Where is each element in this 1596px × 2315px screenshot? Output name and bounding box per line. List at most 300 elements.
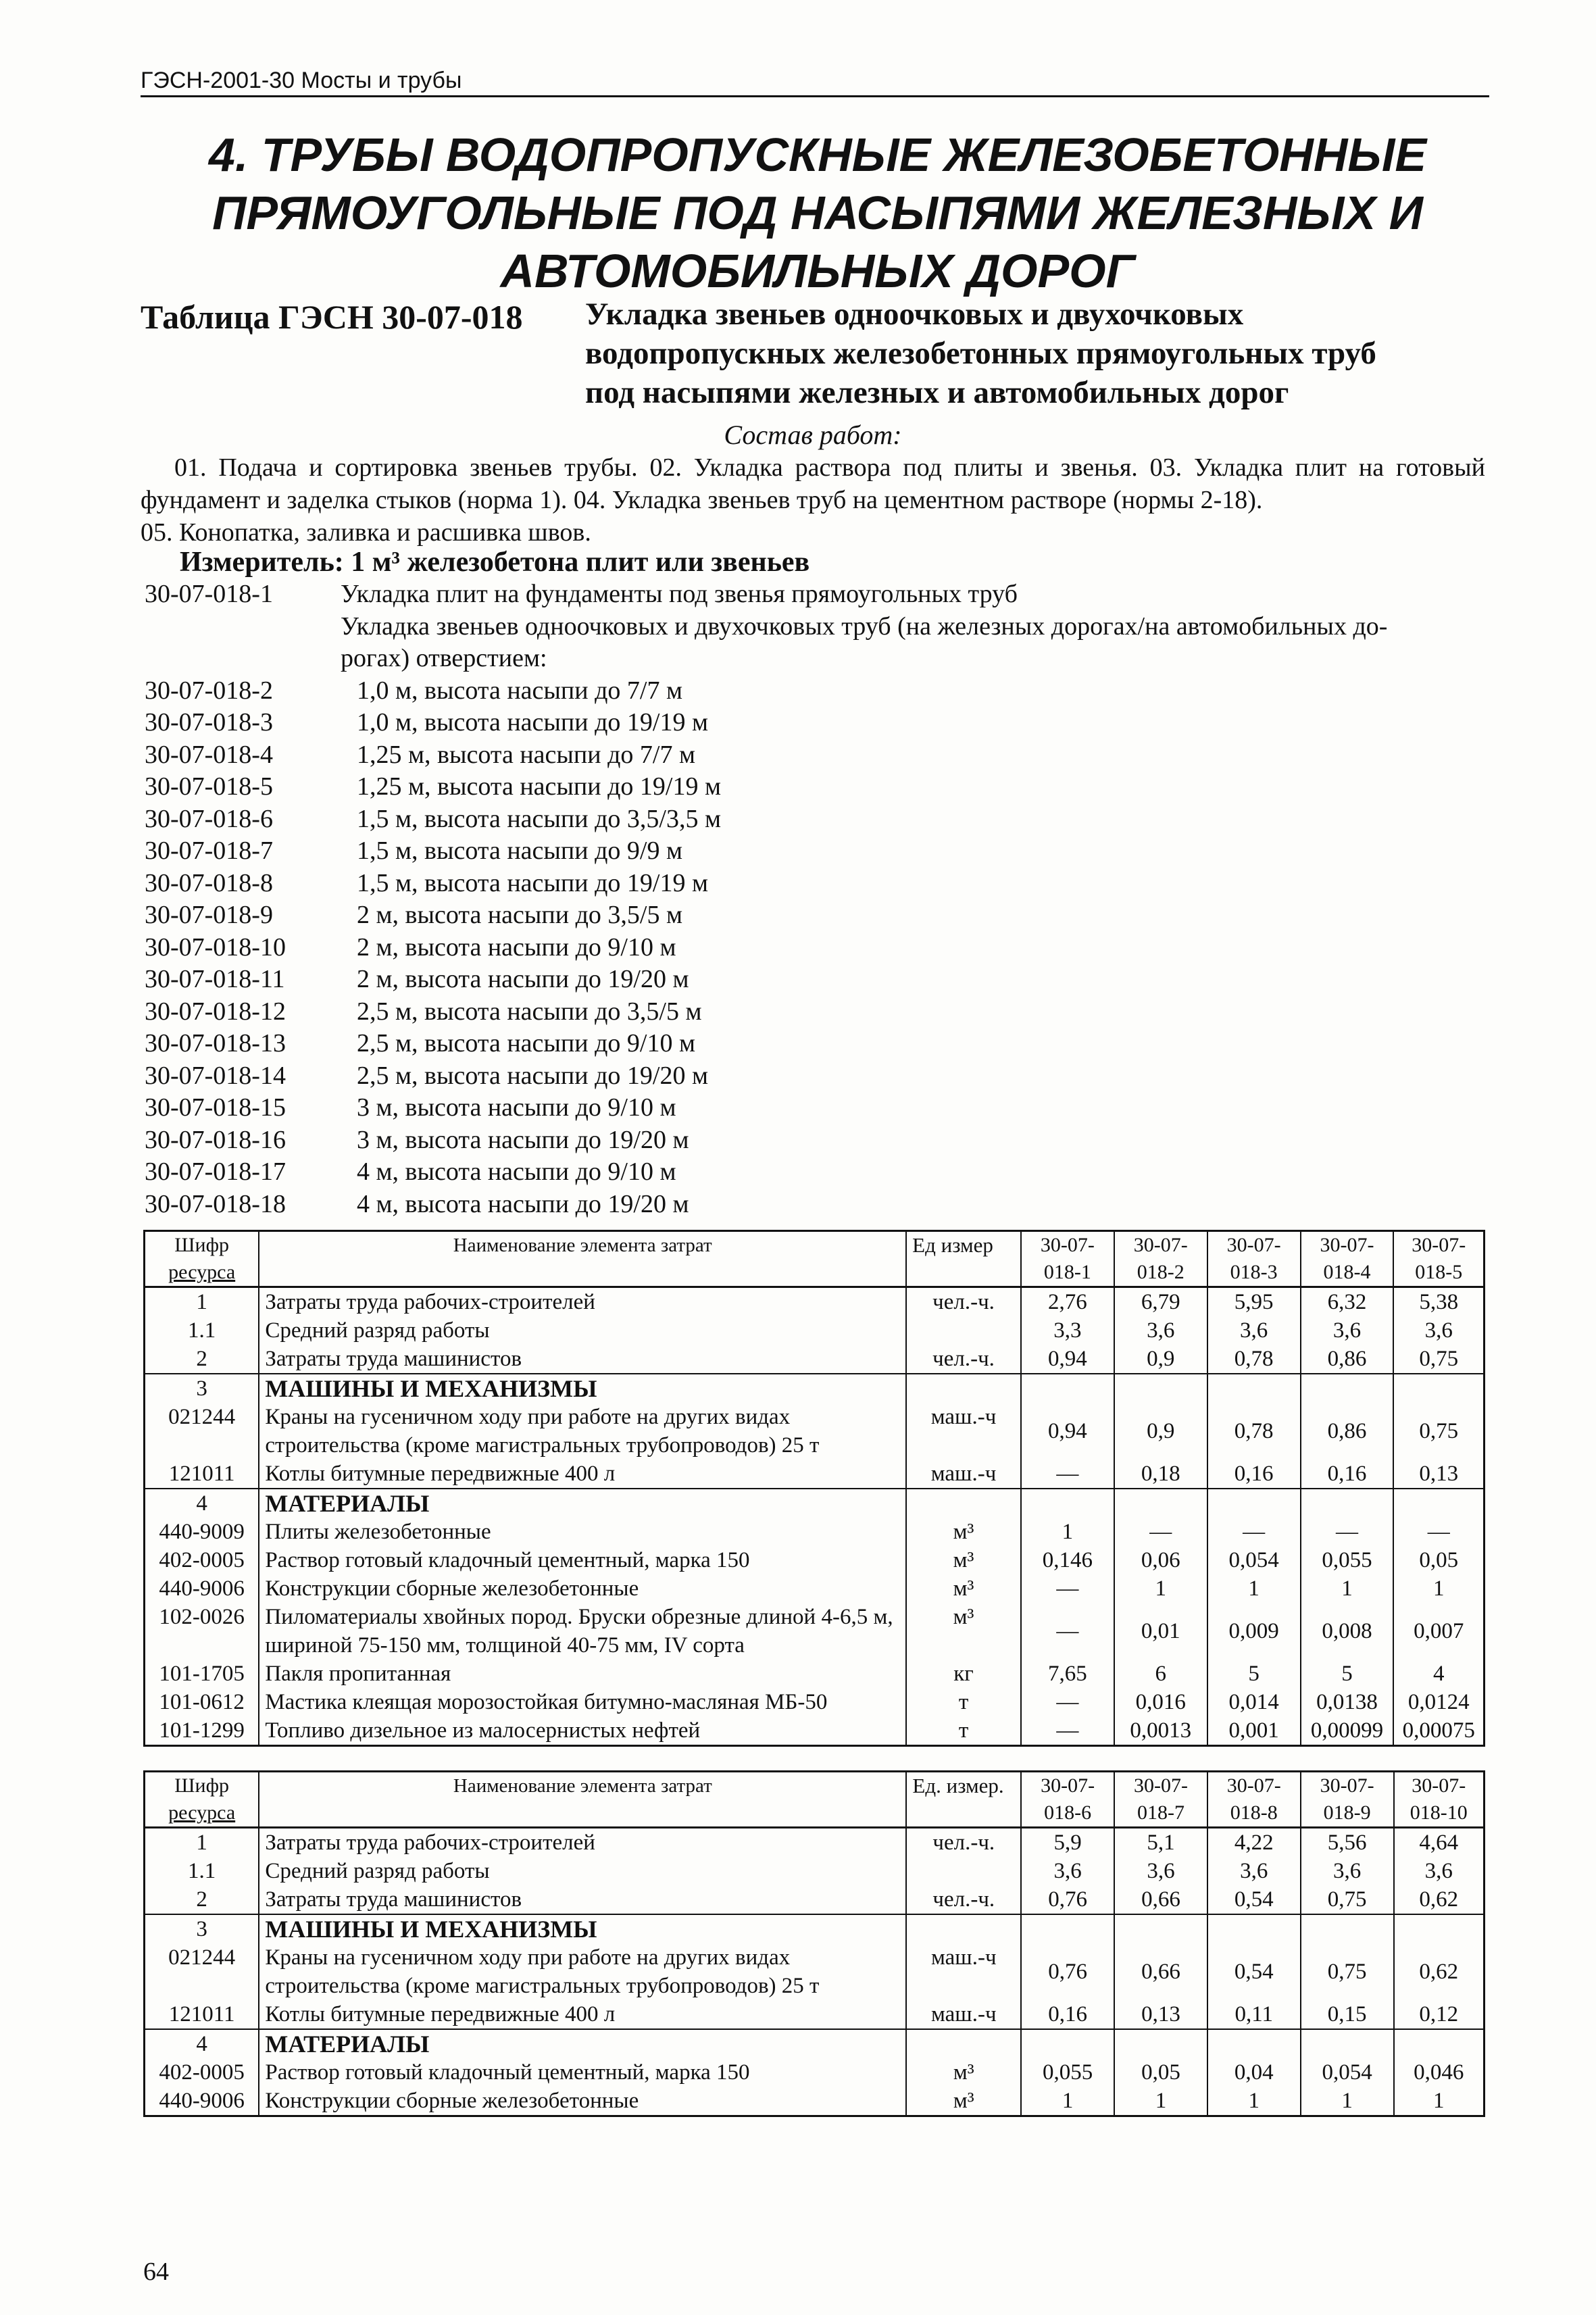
row-value: — — [1021, 1688, 1114, 1716]
row-name: Котлы битумные передвижные 400 л — [259, 2000, 906, 2029]
norms-list — [145, 578, 1489, 1220]
header-name: Наименование элемента затрат — [259, 1772, 906, 1828]
table-row — [145, 1660, 1485, 1688]
row-name: Краны на гусеничном ходу при работе на других видах строительства (кроме магистральных трубопроводов) 25 т — [259, 1403, 906, 1460]
row-code: 101-1299 — [145, 1716, 259, 1746]
row-value: 6,32 — [1301, 1287, 1394, 1317]
norm-code: 30-07-018-15 — [145, 1093, 286, 1122]
row-code: 1 — [145, 1287, 259, 1317]
row-value: 3,3 — [1021, 1316, 1114, 1345]
row-value: 0,16 — [1301, 1460, 1394, 1489]
table-title-line: водопропускных железобетонных прямоугольных труб — [585, 336, 1376, 371]
table-row — [145, 2000, 1485, 2029]
row-value: 0,146 — [1021, 1546, 1114, 1574]
row-value: 0,62 — [1394, 1943, 1485, 2000]
row-value: 0,78 — [1207, 1345, 1301, 1374]
row-code: 4 — [145, 2029, 259, 2058]
row-value: — — [1393, 1518, 1484, 1546]
header-norm-line: 018-2 — [1137, 1261, 1184, 1283]
page-number: 64 — [143, 2258, 169, 2286]
norm-desc: 1,0 м, высота насыпи до 7/7 м — [357, 676, 683, 705]
row-value — [1207, 1914, 1301, 1943]
row-value: 0,05 — [1114, 2058, 1207, 2087]
table-row — [145, 1914, 1485, 1943]
row-value: 0,9 — [1114, 1403, 1207, 1460]
table-row — [145, 1603, 1485, 1660]
row-code: 101-0612 — [145, 1688, 259, 1716]
norm-code: 30-07-018-10 — [145, 932, 286, 962]
row-code: 440-9009 — [145, 1518, 259, 1546]
row-name: Плиты железобетонные — [259, 1518, 906, 1546]
row-value: 3,6 — [1207, 1857, 1301, 1885]
row-name: Затраты труда машинистов — [259, 1885, 906, 1914]
norm-desc: 4 м, высота насыпи до 9/10 м — [357, 1158, 676, 1186]
norm-row — [145, 868, 1489, 900]
row-unit: т — [906, 1716, 1021, 1746]
row-value: 3,6 — [1021, 1857, 1114, 1885]
row-value: 2,76 — [1021, 1287, 1114, 1317]
norm-row — [145, 739, 1489, 772]
norm-code: 30-07-018-9 — [145, 901, 273, 929]
row-unit: м³ — [906, 1574, 1021, 1603]
composition-heading: Состав работ: — [724, 420, 902, 450]
work-steps-tail: 05. Конопатка, заливка и расшивка швов. — [141, 518, 591, 547]
row-value: 0,66 — [1114, 1885, 1207, 1914]
row-value: 5,56 — [1301, 1828, 1394, 1858]
row-value: 1 — [1394, 2087, 1485, 2116]
norm-desc: 1,25 м, высота насыпи до 19/19 м — [357, 772, 722, 801]
row-value: — — [1114, 1518, 1207, 1546]
row-unit: кг — [906, 1660, 1021, 1688]
row-unit: чел.-ч. — [906, 1885, 1021, 1914]
header-norm-line: 018-10 — [1410, 1801, 1468, 1824]
header-norm-col — [1394, 1772, 1485, 1828]
norm-desc: 2,5 м, высота насыпи до 19/20 м — [357, 1061, 709, 1090]
table-row — [145, 2058, 1485, 2087]
table-label: Таблица ГЭСН 30-07-018 — [141, 298, 523, 336]
row-value: 3,6 — [1207, 1316, 1301, 1345]
row-value — [1021, 2029, 1114, 2058]
table-row — [145, 1518, 1485, 1546]
row-value: 1 — [1301, 1574, 1394, 1603]
table-row — [145, 1716, 1485, 1746]
row-value: 7,65 — [1021, 1660, 1114, 1688]
table-row — [145, 2087, 1485, 2116]
row-value: — — [1207, 1518, 1301, 1546]
table-row — [145, 1546, 1485, 1574]
header-unit: Ед. измер. — [906, 1772, 1021, 1828]
row-code: 402-0005 — [145, 2058, 259, 2087]
row-value: 0,18 — [1114, 1460, 1207, 1489]
norm-row — [145, 1028, 1489, 1060]
row-value: — — [1021, 1460, 1114, 1489]
row-code: 440-9006 — [145, 2087, 259, 2116]
row-name: Пакля пропитанная — [259, 1660, 906, 1688]
row-value: 0,86 — [1301, 1345, 1394, 1374]
row-value: — — [1301, 1518, 1394, 1546]
header-code — [145, 1772, 259, 1828]
norm-desc: 2 м, высота насыпи до 9/10 м — [357, 932, 676, 962]
row-value: 0,0124 — [1393, 1688, 1484, 1716]
header-norm-line: 30-07- — [1320, 1234, 1374, 1256]
row-value: 0,046 — [1394, 2058, 1485, 2087]
row-value — [1207, 1374, 1301, 1403]
row-value: 1 — [1114, 2087, 1207, 2116]
row-unit: чел.-ч. — [906, 1287, 1021, 1317]
header-code-line: ресурса — [168, 1801, 236, 1824]
row-unit — [906, 2029, 1021, 2058]
row-code: 4 — [145, 1489, 259, 1518]
norm-code: 30-07-018-12 — [145, 997, 286, 1026]
norm-desc: 3 м, высота насыпи до 19/20 м — [357, 1125, 689, 1154]
meter: Измеритель: 1 м³ железобетона плит или звеньев — [180, 547, 810, 578]
row-value: 0,86 — [1301, 1403, 1394, 1460]
norm-row — [145, 1189, 1489, 1221]
row-value — [1394, 2029, 1485, 2058]
row-code: 021244 — [145, 1943, 259, 2000]
row-value: 0,014 — [1207, 1688, 1301, 1716]
row-value: 0,009 — [1207, 1603, 1301, 1660]
row-value: 0,54 — [1207, 1885, 1301, 1914]
header-code-line: Шифр — [174, 1774, 230, 1797]
row-value — [1114, 2029, 1207, 2058]
header-name: Наименование элемента затрат — [259, 1231, 906, 1287]
row-value: 6,79 — [1114, 1287, 1207, 1317]
norm-code: 30-07-018-6 — [145, 804, 273, 833]
row-value: 0,13 — [1114, 2000, 1207, 2029]
norm-code: 30-07-018-18 — [145, 1189, 286, 1218]
norm-code: 30-07-018-11 — [145, 965, 285, 993]
row-value — [1021, 1489, 1114, 1518]
row-code: 121011 — [145, 2000, 259, 2029]
row-name: Топливо дизельное из малосернистых нефтей — [259, 1716, 906, 1746]
row-value — [1301, 1374, 1394, 1403]
header-norm-line: 30-07- — [1041, 1774, 1095, 1797]
norm-code: 30-07-018-7 — [145, 837, 273, 865]
table-title-line: под насыпями железных и автомобильных дорог — [585, 375, 1289, 410]
row-value: 0,75 — [1393, 1403, 1484, 1460]
header-norm-line: 30-07- — [1412, 1774, 1466, 1797]
row-code: 101-1705 — [145, 1660, 259, 1688]
norm-row — [145, 578, 1489, 611]
row-value: — — [1021, 1716, 1114, 1746]
norm-row — [145, 996, 1489, 1028]
row-value — [1114, 1489, 1207, 1518]
header-norm-line: 018-5 — [1415, 1261, 1463, 1283]
row-value: 0,008 — [1301, 1603, 1394, 1660]
header-norm-line: 018-4 — [1323, 1261, 1371, 1283]
row-value: 0,054 — [1207, 1546, 1301, 1574]
norm-group-desc: Укладка звеньев одноочковых и двухочковых труб (на железных дорогах/на автомобильных до- — [341, 612, 1388, 641]
row-value: 1 — [1021, 1518, 1114, 1546]
row-value: 0,06 — [1114, 1546, 1207, 1574]
row-code: 2 — [145, 1885, 259, 1914]
row-value: 0,75 — [1301, 1885, 1394, 1914]
table-row — [145, 1857, 1485, 1885]
work-composition — [141, 451, 1485, 549]
row-value: — — [1021, 1574, 1114, 1603]
row-value: 0,12 — [1394, 2000, 1485, 2029]
row-value: 4,64 — [1394, 1828, 1485, 1858]
row-code: 3 — [145, 1374, 259, 1403]
row-name: МАТЕРИАЛЫ — [259, 2029, 906, 2058]
running-head: ГЭСН-2001-30 Мосты и трубы — [141, 68, 1489, 97]
row-value: 5,1 — [1114, 1828, 1207, 1858]
row-value — [1301, 1914, 1394, 1943]
row-name: МАШИНЫ И МЕХАНИЗМЫ — [259, 1374, 906, 1403]
work-steps: 01. Подача и сортировка звеньев трубы. 02. Укладка раствора под плиты и звенья. 03. Укладка плит на готовый фундамент и заделка стыков (норма 1). 04. Укладка звеньев труб на цементном растворе (нормы 2-18). — [141, 453, 1485, 514]
row-name: Затраты труда машинистов — [259, 1345, 906, 1374]
row-value: 0,94 — [1021, 1403, 1114, 1460]
row-unit: маш.-ч — [906, 2000, 1021, 2029]
norm-code: 30-07-018-13 — [145, 1029, 286, 1057]
row-unit — [906, 1857, 1021, 1885]
table-row — [145, 1287, 1485, 1317]
row-value: 1 — [1301, 2087, 1394, 2116]
row-unit: м³ — [906, 2087, 1021, 2116]
table-row — [145, 1460, 1485, 1489]
row-value: 1 — [1393, 1574, 1484, 1603]
row-name: Конструкции сборные железобетонные — [259, 1574, 906, 1603]
header-norm-col — [1207, 1231, 1301, 1287]
table-row — [145, 1403, 1485, 1460]
row-code: 440-9006 — [145, 1574, 259, 1603]
header-norm-line: 018-6 — [1044, 1801, 1092, 1824]
row-unit: м³ — [906, 1518, 1021, 1546]
header-norm-col — [1021, 1772, 1114, 1828]
row-code: 1.1 — [145, 1316, 259, 1345]
norm-desc: Укладка плит на фундаменты под звенья прямоугольных труб — [341, 580, 1018, 608]
row-unit — [906, 1489, 1021, 1518]
row-unit — [906, 1914, 1021, 1943]
norm-code: 30-07-018-5 — [145, 772, 273, 801]
norm-code: 30-07-018-14 — [145, 1061, 286, 1090]
row-value: 5,38 — [1393, 1287, 1484, 1317]
header-norm-col — [1393, 1231, 1484, 1287]
row-name: Краны на гусеничном ходу при работе на других видах строительства (кроме магистральных трубопроводов) 25 т — [259, 1943, 906, 2000]
row-name: Раствор готовый кладочный цементный, марка 150 — [259, 1546, 906, 1574]
row-value: 3,6 — [1114, 1857, 1207, 1885]
row-name: Затраты труда рабочих-строителей — [259, 1287, 906, 1317]
norm-desc: 2,5 м, высота насыпи до 9/10 м — [357, 1029, 696, 1057]
norm-desc: 4 м, высота насыпи до 19/20 м — [357, 1189, 689, 1218]
row-value: 0,16 — [1021, 2000, 1114, 2029]
norm-code: 30-07-018-4 — [145, 740, 273, 769]
table-row — [145, 1828, 1485, 1858]
row-value: 3,6 — [1393, 1316, 1484, 1345]
norm-code: 30-07-018-2 — [145, 676, 273, 705]
row-code: 1 — [145, 1828, 259, 1858]
table-row — [145, 1574, 1485, 1603]
norm-code: 30-07-018-17 — [145, 1158, 286, 1186]
norm-row — [145, 707, 1489, 739]
row-value: 5,9 — [1021, 1828, 1114, 1858]
row-value: 0,76 — [1021, 1943, 1114, 2000]
header-code-line: Шифр — [174, 1234, 230, 1256]
row-value — [1021, 1914, 1114, 1943]
row-value: 0,75 — [1393, 1345, 1484, 1374]
row-name: Пиломатериалы хвойных пород. Бруски обрезные длиной 4-6,5 м, шириной 75-150 мм, толщиной 40-75 мм, IV сорта — [259, 1603, 906, 1660]
row-value: 1 — [1207, 1574, 1301, 1603]
header-norm-line: 018-8 — [1230, 1801, 1278, 1824]
row-unit: чел.-ч. — [906, 1345, 1021, 1374]
section-title-line: 4. ТРУБЫ ВОДОПРОПУСКНЫЕ ЖЕЛЕЗОБЕТОННЫЕ — [208, 128, 1427, 181]
norm-code: 30-07-018-8 — [145, 868, 273, 897]
table-row — [145, 2029, 1485, 2058]
header-norm-col — [1301, 1772, 1394, 1828]
norm-row — [145, 964, 1489, 996]
norm-row — [145, 771, 1489, 803]
table-row — [145, 1345, 1485, 1374]
row-code: 2 — [145, 1345, 259, 1374]
norm-desc: 2 м, высота насыпи до 3,5/5 м — [357, 901, 683, 929]
header-norm-col — [1114, 1231, 1207, 1287]
row-value — [1114, 1914, 1207, 1943]
row-value: 0,05 — [1393, 1546, 1484, 1574]
table-row — [145, 1688, 1485, 1716]
row-unit: маш.-ч — [906, 1460, 1021, 1489]
header-unit: Ед измер — [906, 1231, 1021, 1287]
row-value: 0,16 — [1207, 1460, 1301, 1489]
row-name: Мастика клеящая морозостойкая битумно-масляная МБ-50 — [259, 1688, 906, 1716]
row-value: 3,6 — [1301, 1857, 1394, 1885]
row-value: 5 — [1207, 1660, 1301, 1688]
header-norm-line: 018-1 — [1043, 1261, 1091, 1283]
row-value: 0,62 — [1394, 1885, 1485, 1914]
table-title-line: Укладка звеньев одноочковых и двухочковых — [585, 297, 1244, 332]
norm-row — [145, 675, 1489, 707]
row-value — [1021, 1374, 1114, 1403]
row-value: 0,00099 — [1301, 1716, 1394, 1746]
row-value: 0,78 — [1207, 1403, 1301, 1460]
row-value: 1 — [1207, 2087, 1301, 2116]
norm-desc: 1,5 м, высота насыпи до 3,5/3,5 м — [357, 804, 722, 833]
table-row — [145, 1885, 1485, 1914]
header-norm-col — [1301, 1231, 1394, 1287]
row-unit — [906, 1374, 1021, 1403]
row-code: 1.1 — [145, 1857, 259, 1885]
norm-code: 30-07-018-16 — [145, 1125, 286, 1154]
row-name: МАШИНЫ И МЕХАНИЗМЫ — [259, 1914, 906, 1943]
table-row — [145, 1489, 1485, 1518]
row-value: 0,75 — [1301, 1943, 1394, 2000]
row-name: Средний разряд работы — [259, 1857, 906, 1885]
row-code: 121011 — [145, 1460, 259, 1489]
row-value: 0,01 — [1114, 1603, 1207, 1660]
row-value — [1393, 1374, 1484, 1403]
norm-row — [145, 1156, 1489, 1189]
header-norm-line: 30-07- — [1226, 1774, 1281, 1797]
row-unit: маш.-ч — [906, 1943, 1021, 2000]
row-name: Средний разряд работы — [259, 1316, 906, 1345]
norm-row — [145, 1092, 1489, 1124]
header-code — [145, 1231, 259, 1287]
row-value: 0,0138 — [1301, 1688, 1394, 1716]
row-unit: чел.-ч. — [906, 1828, 1021, 1858]
header-norm-line: 30-07- — [1412, 1234, 1466, 1256]
row-value: 5 — [1301, 1660, 1394, 1688]
table-title — [585, 295, 1504, 412]
row-code: 102-0026 — [145, 1603, 259, 1660]
norm-row — [145, 835, 1489, 868]
row-unit: м³ — [906, 2058, 1021, 2087]
section-title — [142, 126, 1493, 300]
norm-group-desc: рогах) отверстием: — [341, 644, 547, 672]
norm-row — [145, 1124, 1489, 1157]
row-value — [1394, 1914, 1485, 1943]
row-value: 0,054 — [1301, 2058, 1394, 2087]
table-row — [145, 1374, 1485, 1403]
row-value: 4,22 — [1207, 1828, 1301, 1858]
row-unit: т — [906, 1688, 1021, 1716]
section-title-line: ПРЯМОУГОЛЬНЫЕ ПОД НАСЫПЯМИ ЖЕЛЕЗНЫХ И — [212, 186, 1423, 239]
table-row — [145, 1316, 1485, 1345]
norm-desc: 2 м, высота насыпи до 19/20 м — [357, 965, 689, 993]
row-value: 0,15 — [1301, 2000, 1394, 2029]
row-value: 0,055 — [1301, 1546, 1394, 1574]
section-title-line: АВТОМОБИЛЬНЫХ ДОРОГ — [500, 245, 1135, 297]
row-value — [1301, 1489, 1394, 1518]
norm-row — [145, 932, 1489, 964]
header-norm-line: 30-07- — [1320, 1774, 1374, 1797]
norm-row — [145, 899, 1489, 932]
header-norm-line: 018-9 — [1323, 1801, 1371, 1824]
row-name: Затраты труда рабочих-строителей — [259, 1828, 906, 1858]
row-value: 0,04 — [1207, 2058, 1301, 2087]
row-value: 0,00075 — [1393, 1716, 1484, 1746]
row-name: Раствор готовый кладочный цементный, марка 150 — [259, 2058, 906, 2087]
row-unit: м³ — [906, 1546, 1021, 1574]
norm-code: 30-07-018-1 — [145, 580, 273, 608]
norm-code: 30-07-018-3 — [145, 708, 273, 737]
row-value: 0,055 — [1021, 2058, 1114, 2087]
row-value: 0,66 — [1114, 1943, 1207, 2000]
norm-desc: 3 м, высота насыпи до 9/10 м — [357, 1093, 676, 1122]
norm-desc: 1,25 м, высота насыпи до 7/7 м — [357, 740, 696, 769]
header-code-line: ресурса — [168, 1261, 236, 1283]
row-unit — [906, 1316, 1021, 1345]
row-value: 4 — [1393, 1660, 1484, 1688]
resource-table-1 — [143, 1230, 1485, 1747]
row-value — [1114, 1374, 1207, 1403]
row-value: 0,11 — [1207, 2000, 1301, 2029]
norm-desc: 1,0 м, высота насыпи до 19/19 м — [357, 708, 709, 737]
row-value — [1207, 1489, 1301, 1518]
resource-table-2 — [143, 1770, 1485, 2117]
header-norm-line: 018-3 — [1230, 1261, 1278, 1283]
row-value: 0,54 — [1207, 1943, 1301, 2000]
row-unit: маш.-ч — [906, 1403, 1021, 1460]
row-value: 0,94 — [1021, 1345, 1114, 1374]
row-value: 3,6 — [1394, 1857, 1485, 1885]
row-name: Конструкции сборные железобетонные — [259, 2087, 906, 2116]
row-value: — — [1021, 1603, 1114, 1660]
row-code: 021244 — [145, 1403, 259, 1460]
row-code: 402-0005 — [145, 1546, 259, 1574]
row-value — [1301, 2029, 1394, 2058]
row-value: 5,95 — [1207, 1287, 1301, 1317]
row-value: 3,6 — [1114, 1316, 1207, 1345]
row-value — [1393, 1489, 1484, 1518]
header-norm-line: 30-07- — [1133, 1234, 1188, 1256]
header-norm-line: 018-7 — [1137, 1801, 1184, 1824]
row-value: 1 — [1114, 1574, 1207, 1603]
header-norm-line: 30-07- — [1226, 1234, 1281, 1256]
header-norm-col — [1114, 1772, 1207, 1828]
row-value: 0,007 — [1393, 1603, 1484, 1660]
row-value: 0,76 — [1021, 1885, 1114, 1914]
row-value: 0,0013 — [1114, 1716, 1207, 1746]
